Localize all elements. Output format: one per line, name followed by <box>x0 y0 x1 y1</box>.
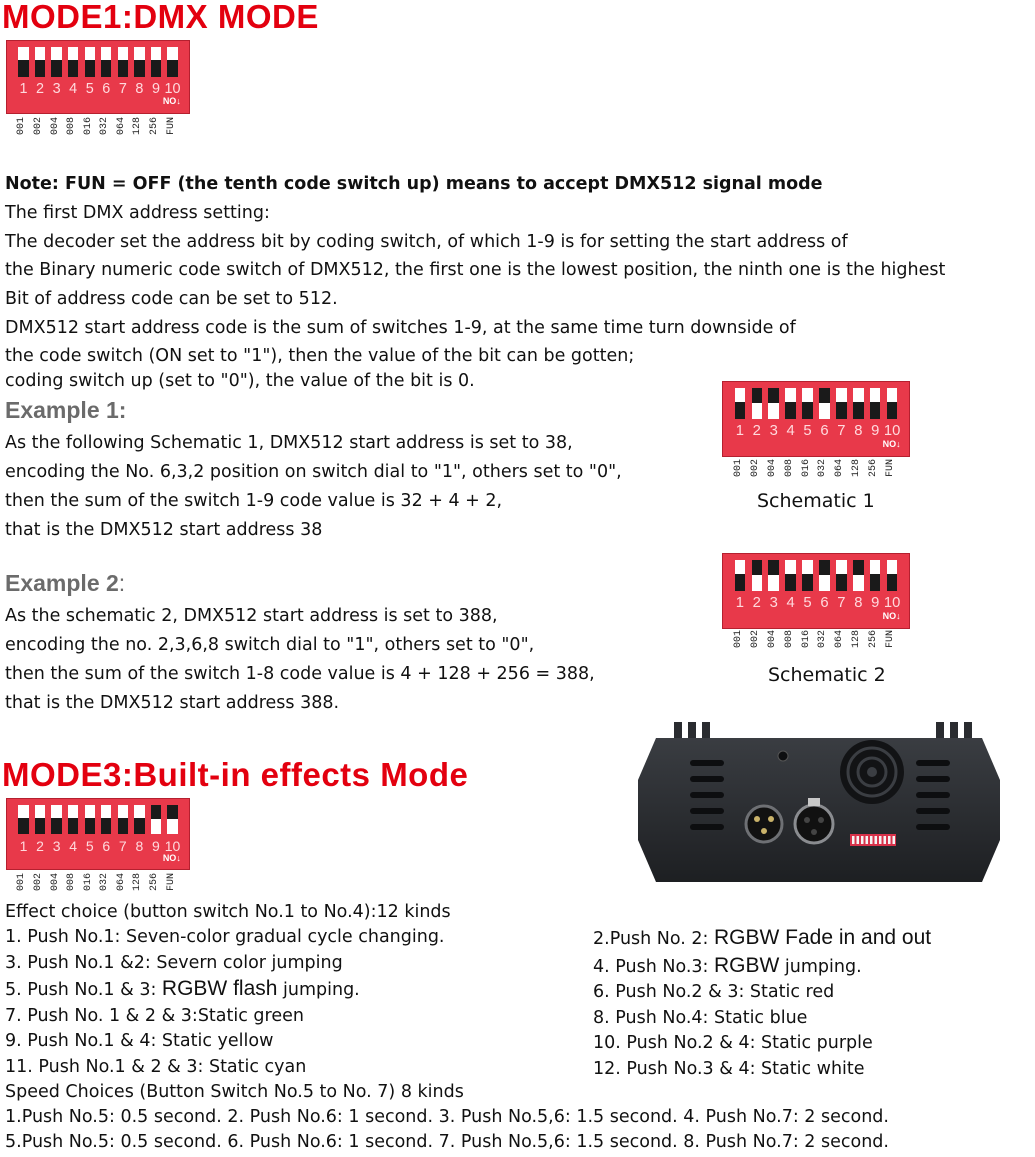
dip-toggle <box>853 388 863 419</box>
dip-value-label: 032 <box>99 117 111 136</box>
dip-toggle-knob <box>151 47 161 61</box>
dip-number-label: 10 <box>883 422 901 439</box>
mode1-line: The first DMX address setting: <box>5 203 270 223</box>
dip-toggle-knob <box>101 47 111 61</box>
dip-number-label: 6 <box>102 837 111 854</box>
dip-value-label: 002 <box>749 459 761 478</box>
dip-value-label: 256 <box>868 630 880 649</box>
dip-value-label: 128 <box>132 117 144 136</box>
dip-no-label: NO↓ <box>882 610 901 621</box>
dip-number-label: 1 <box>19 80 28 97</box>
dip-value-label: 064 <box>115 873 127 892</box>
schematic1-caption: Schematic 1 <box>757 490 875 512</box>
effect-item <box>593 1057 931 1083</box>
dip-number-label: 1 <box>735 594 744 611</box>
effect-text: 2.Push No. 2: <box>593 929 715 949</box>
dip-toggle <box>870 388 880 419</box>
effect-text-tail: jumping. <box>779 956 862 977</box>
dip-switch-body <box>722 381 910 457</box>
effect-item <box>593 1031 931 1057</box>
dip-number-label: 4 <box>786 594 795 611</box>
dip-toggle-knob <box>735 388 745 402</box>
effect-item <box>5 925 445 951</box>
dip-value-label: 256 <box>148 873 160 892</box>
dip-value-label: 004 <box>49 117 61 136</box>
dip-number-label: 5 <box>803 594 812 611</box>
dip-toggle-knob <box>870 388 880 402</box>
example1-line: that is the DMX512 start address 38 <box>5 520 323 540</box>
dip-value-label: 032 <box>817 459 829 478</box>
dip-toggle-knob <box>802 388 812 402</box>
dip-value-label: 002 <box>33 117 45 136</box>
effect-text: 7. Push No. 1 & 2 & 3:Static green <box>5 1005 304 1026</box>
effect-item <box>5 1004 445 1030</box>
speed-header: Speed Choices (Button Switch No.5 to No. 7) 8 kinds <box>5 1082 464 1102</box>
dip-number-label: 8 <box>135 837 144 854</box>
effect-item <box>593 953 931 981</box>
effect-item <box>5 1055 445 1081</box>
dip-toggle <box>134 805 144 834</box>
dip-number-label: 2 <box>752 594 761 611</box>
dip-toggle-knob <box>853 575 863 591</box>
schematic2-caption: Schematic 2 <box>768 664 886 686</box>
dip-number-label: 5 <box>85 80 94 97</box>
dip-value-label: 008 <box>783 459 795 478</box>
effect-text: 9. Push No.1 & 4: Static yellow <box>5 1031 274 1051</box>
dip-number-label: 3 <box>52 837 61 854</box>
dmx-decoder-device-image <box>636 720 1002 890</box>
dip-toggle-knob <box>85 47 95 61</box>
effect-text: 5. Push No.1 & 3: <box>5 980 162 1000</box>
dip-number-label: 10 <box>883 594 901 611</box>
dip-value-label: 128 <box>851 459 863 478</box>
dip-value-label: 004 <box>766 630 778 649</box>
dip-toggle-knob <box>167 819 177 834</box>
dip-number-label: 8 <box>854 422 863 439</box>
dip-no-label: NO↓ <box>162 96 181 107</box>
dip-toggle <box>85 47 95 77</box>
dip-toggle-knob <box>819 575 829 591</box>
dip-number-label: 6 <box>820 594 829 611</box>
effects-left-list <box>5 925 445 1080</box>
dip-toggle-knob <box>101 805 111 818</box>
example2-line: then the sum of the switch 1-8 code value is 4 + 128 + 256 = 388, <box>5 664 595 684</box>
dip-toggle <box>68 47 78 77</box>
effect-text: 12. Push No.3 & 4: Static white <box>593 1058 865 1079</box>
mode1-line: The decoder set the address bit by coding switch, of which 1-9 is for setting the start address of <box>5 232 848 252</box>
dip-number-label: 9 <box>871 594 880 611</box>
example1-line: As the following Schematic 1, DMX512 start address is set to 38, <box>5 433 573 453</box>
effect-text: 6. Push No.2 & 3: Static red <box>593 982 835 1002</box>
effect-item <box>5 1029 445 1055</box>
dip-value-label: 064 <box>115 117 127 136</box>
dip-value-label: 001 <box>16 873 28 892</box>
mode1-line: DMX512 start address code is the sum of switches 1-9, at the same time turn downside of <box>5 318 796 338</box>
dip-number-label: 10 <box>164 80 181 97</box>
dip-value-label: 001 <box>732 459 744 478</box>
dip-value-label: 016 <box>800 459 812 478</box>
dip-toggle-knob <box>18 47 28 61</box>
dip-toggle-knob <box>134 47 144 61</box>
dip-toggle-knob <box>887 388 897 402</box>
dip-toggle-knob <box>151 819 161 834</box>
dip-number-label: 3 <box>769 422 778 439</box>
dip-value-label: FUN <box>885 459 897 478</box>
dip-value-label: 016 <box>82 117 94 136</box>
dip-toggle <box>887 560 897 591</box>
dip-value-label: 016 <box>800 630 812 649</box>
dip-toggle <box>101 47 111 77</box>
dip-number-label: 2 <box>752 422 761 439</box>
dip-toggle-knob <box>768 575 778 591</box>
dip-value-label: 001 <box>732 630 744 649</box>
dip-toggle-knob <box>167 47 177 61</box>
dip-value-label: 032 <box>817 630 829 649</box>
mode1-title: MODE1:DMX MODE <box>2 0 319 35</box>
dip-toggle-knob <box>752 403 762 419</box>
dip-toggle <box>51 805 61 834</box>
dip-toggle <box>853 560 863 591</box>
dip-toggle <box>101 805 111 834</box>
dip-value-label: 002 <box>749 630 761 649</box>
dip-toggle-knob <box>887 560 897 574</box>
dip-number-label: 7 <box>118 80 127 97</box>
dip-number-label: 8 <box>135 80 144 97</box>
effect-item <box>5 976 445 1004</box>
dip-value-label: 064 <box>834 630 846 649</box>
dip-value-label: 128 <box>132 873 144 892</box>
dip-value-label: 256 <box>868 459 880 478</box>
dip-toggle-knob <box>853 388 863 402</box>
dip-toggle-knob <box>68 47 78 61</box>
dip-toggle-knob <box>768 403 778 419</box>
dip-toggle <box>151 805 161 834</box>
dip-toggle-knob <box>35 47 45 61</box>
example2-line: encoding the no. 2,3,6,8 switch dial to "1", others set to "0", <box>5 635 535 655</box>
effect-text: 11. Push No.1 & 2 & 3: Static cyan <box>5 1056 307 1077</box>
mode1-line: coding switch up (set to "0"), the value of the bit is 0. <box>5 371 475 391</box>
dip-toggle <box>752 388 762 419</box>
dip-toggle <box>35 805 45 834</box>
effect-text: 10. Push No.2 & 4: Static purple <box>593 1033 873 1053</box>
effect-header: Effect choice (button switch No.1 to No.4):12 kinds <box>5 902 451 922</box>
dip-toggle <box>887 388 897 419</box>
speed-line: 1.Push No.5: 0.5 second. 2. Push No.6: 1 second. 3. Push No.5,6: 1.5 second. 4. Push No.7: 2 second. <box>5 1107 889 1127</box>
effect-item <box>593 925 931 953</box>
dip-number-label: 9 <box>151 80 160 97</box>
effect-item <box>593 980 931 1006</box>
dip-toggle <box>870 560 880 591</box>
dip-value-label: 004 <box>49 873 61 892</box>
effect-text: 3. Push No.1 &2: Severn color jumping <box>5 952 343 973</box>
effect-text: 4. Push No.3: <box>593 956 715 977</box>
mode1-note: Note: FUN = OFF (the tenth code switch up) means to accept DMX512 signal mode <box>5 174 823 194</box>
dip-toggle-knob <box>118 805 128 818</box>
dip-number-label: 2 <box>36 80 45 97</box>
dip-toggle-knob <box>785 560 795 574</box>
dip-toggle <box>167 47 177 77</box>
dip-number-label: 7 <box>118 837 127 854</box>
dip-value-label: 008 <box>783 630 795 649</box>
dip-number-label: 7 <box>837 422 846 439</box>
dip-toggle <box>785 560 795 591</box>
dip-value-label: 128 <box>851 630 863 649</box>
dip-no-label: NO↓ <box>162 852 181 863</box>
effects-right-list <box>593 925 931 1082</box>
dip-value-label: 016 <box>82 873 94 892</box>
example2-line: As the schematic 2, DMX512 start address is set to 388, <box>5 606 498 626</box>
dip-toggle <box>752 560 762 591</box>
effect-text: 1. Push No.1: Seven-color gradual cycle changing. <box>5 927 445 947</box>
dip-toggle-knob <box>51 805 61 818</box>
dip-value-label: 008 <box>66 873 78 892</box>
mode1-line: the Binary numeric code switch of DMX512, the first one is the lowest position, the ninth one is the highest <box>5 260 946 280</box>
dip-toggle <box>802 560 812 591</box>
dip-toggle <box>68 805 78 834</box>
dip-toggle <box>118 805 128 834</box>
mode1-line: Bit of address code can be set to 512. <box>5 289 338 309</box>
dip-number-label: 3 <box>52 80 61 97</box>
dip-toggle <box>735 388 745 419</box>
mode1-line: the code switch (ON set to "1"), then the value of the bit can be gotten; <box>5 346 635 366</box>
effect-item <box>5 951 445 977</box>
effect-text-tail: jumping. <box>277 980 360 1000</box>
dip-value-label: FUN <box>165 873 177 892</box>
dip-toggle-knob <box>802 560 812 574</box>
dip-toggle <box>151 47 161 77</box>
example2-title-colon: : <box>118 570 126 596</box>
dip-toggle-knob <box>118 47 128 61</box>
dip-number-label: 1 <box>19 837 28 854</box>
dip-no-label: NO↓ <box>882 438 901 449</box>
dip-value-label: 001 <box>16 117 28 136</box>
dip-value-label: FUN <box>885 630 897 649</box>
dip-toggle <box>35 47 45 77</box>
effect-text: 8. Push No.4: Static blue <box>593 1007 808 1028</box>
dip-toggle-knob <box>85 805 95 818</box>
dip-number-label: 6 <box>102 80 111 97</box>
example1-line: encoding the No. 6,3,2 position on switch dial to "1", others set to "0", <box>5 462 622 482</box>
dip-number-label: 9 <box>871 422 880 439</box>
dip-number-label: 7 <box>837 594 846 611</box>
dip-value-label: 008 <box>66 117 78 136</box>
speed-line: 5.Push No.5: 0.5 second. 6. Push No.6: 1 second. 7. Push No.5,6: 1.5 second. 8. Push No.7: 2 second. <box>5 1132 889 1152</box>
example2-line: that is the DMX512 start address 388. <box>5 693 340 713</box>
dip-toggle <box>836 560 846 591</box>
mode3-title: MODE3:Built-in effects Mode <box>2 756 469 793</box>
dip-number-label: 2 <box>36 837 44 854</box>
example2-title: Example 2 <box>5 570 119 596</box>
dip-value-label: 032 <box>99 873 111 892</box>
dip-toggle-knob <box>752 575 762 591</box>
dip-toggle <box>819 388 829 419</box>
dip-toggle <box>735 560 745 591</box>
dip-number-label: 3 <box>769 594 778 611</box>
dip-toggle <box>819 560 829 591</box>
dip-toggle <box>85 805 95 834</box>
effect-rgbw-text: RGBW Fade in and out <box>714 926 932 949</box>
dip-toggle <box>134 47 144 77</box>
dip-number-label: 5 <box>85 837 94 854</box>
effect-item <box>593 1006 931 1032</box>
dip-number-label: 8 <box>854 594 863 611</box>
dip-toggle-knob <box>870 560 880 574</box>
dip-value-label: FUN <box>165 117 177 136</box>
dip-toggle <box>18 805 28 834</box>
example1-title: Example 1: <box>5 397 127 423</box>
dip-value-label: 004 <box>766 459 778 478</box>
dip-number-label: 4 <box>69 80 78 97</box>
dip-switch-body <box>6 798 190 870</box>
effect-rgbw-text: RGBW <box>714 953 780 977</box>
dip-toggle <box>768 560 778 591</box>
dip-toggle-knob <box>819 403 829 419</box>
dip-toggle-knob <box>68 805 78 818</box>
dip-number-label: 4 <box>69 837 78 854</box>
dip-toggle-knob <box>51 47 61 61</box>
dip-toggle <box>836 388 846 419</box>
dip-toggle-knob <box>18 805 28 818</box>
example1-line: then the sum of the switch 1-9 code value is 32 + 4 + 2, <box>5 491 503 511</box>
dip-toggle <box>768 388 778 419</box>
dip-toggle-knob <box>134 805 144 818</box>
dip-number-label: 4 <box>786 422 795 439</box>
dip-switch-body <box>6 40 190 114</box>
dip-number-label: 1 <box>735 422 744 439</box>
dip-toggle <box>167 805 177 834</box>
dip-toggle-knob <box>836 388 846 402</box>
dip-number-label: 6 <box>820 422 829 439</box>
dip-value-label: 256 <box>148 117 160 136</box>
dip-switch-body <box>722 553 910 629</box>
dip-toggle-knob <box>35 805 45 818</box>
dip-toggle <box>18 47 28 77</box>
dip-toggle-knob <box>785 388 795 402</box>
dip-number-label: 10 <box>164 837 181 854</box>
dip-toggle <box>802 388 812 419</box>
effect-rgbw-text: RGBW flash <box>161 977 278 1000</box>
dip-toggle-knob <box>735 560 745 574</box>
dip-number-label: 9 <box>152 837 160 854</box>
dip-toggle <box>118 47 128 77</box>
dip-value-label: 002 <box>33 873 45 892</box>
dip-toggle <box>785 388 795 419</box>
dip-toggle-knob <box>836 560 846 574</box>
dip-number-label: 5 <box>803 422 812 439</box>
dip-value-label: 064 <box>834 459 846 478</box>
dip-toggle <box>51 47 61 77</box>
